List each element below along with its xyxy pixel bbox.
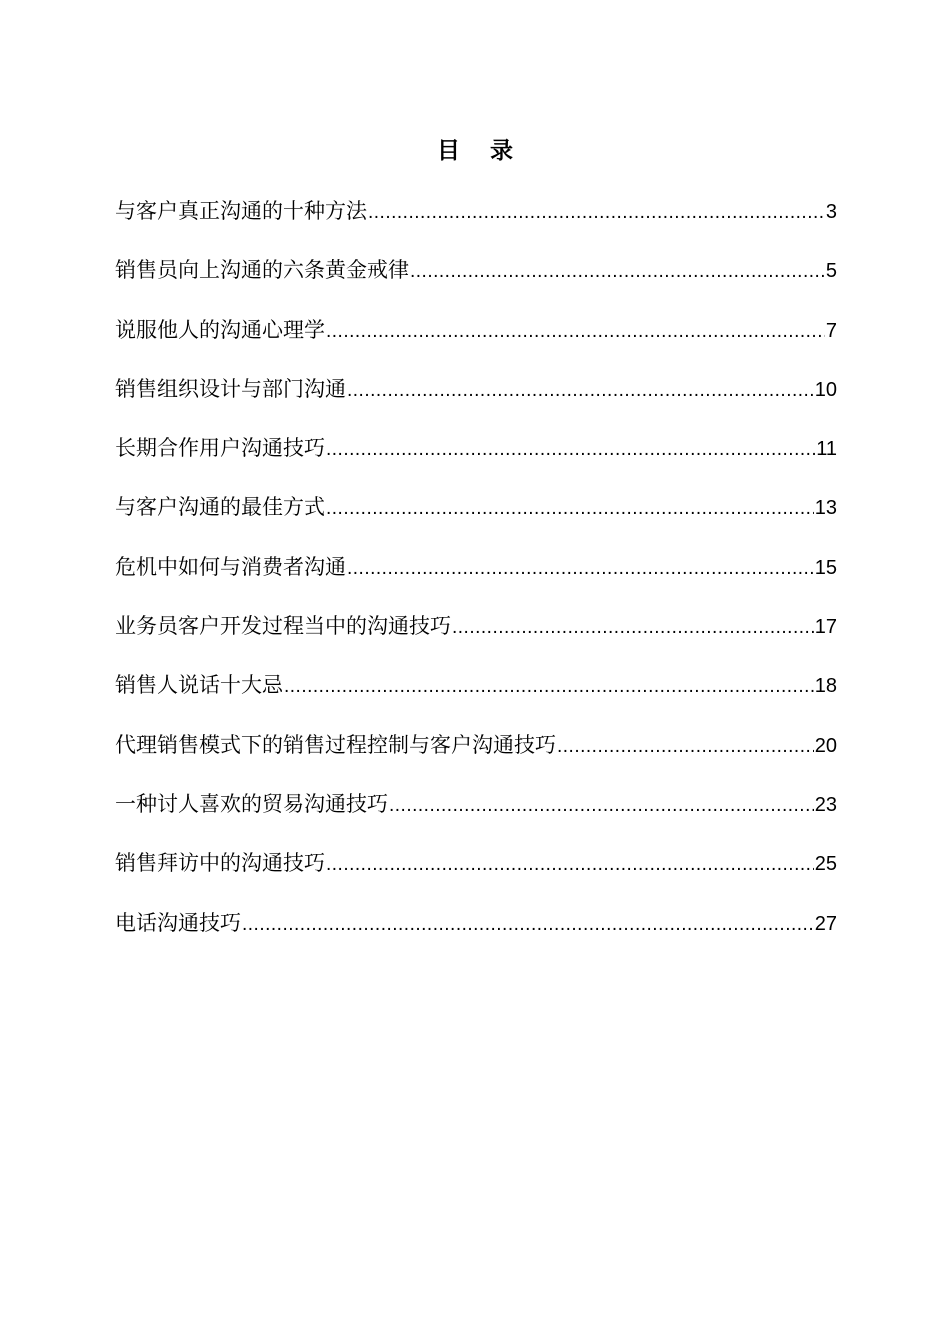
toc-leader-dots bbox=[326, 433, 815, 467]
toc-entry-page: 23 bbox=[814, 793, 837, 816]
toc-entry-title: 与客户真正沟通的十种方法 bbox=[115, 199, 367, 223]
toc-leader-dots bbox=[326, 492, 814, 526]
toc-entry[interactable] bbox=[115, 253, 837, 312]
toc-leader-dots bbox=[326, 848, 814, 882]
toc-leader-dots bbox=[410, 255, 825, 289]
toc-entry-title: 销售员向上沟通的六条黄金戒律 bbox=[115, 258, 409, 283]
toc-entry-title: 业务员客户开发过程当中的沟通技巧 bbox=[115, 614, 451, 639]
toc-leader-dots bbox=[557, 730, 814, 764]
toc-entry-page: 25 bbox=[814, 853, 837, 876]
toc-entry-title: 销售拜访中的沟通技巧 bbox=[115, 851, 325, 876]
toc-entry-title: 与客户沟通的最佳方式 bbox=[115, 495, 325, 520]
toc-entry[interactable] bbox=[115, 668, 837, 727]
toc-entry-title: 说服他人的沟通心理学 bbox=[115, 317, 325, 342]
toc-entry-title: 销售组织设计与部门沟通 bbox=[115, 376, 346, 401]
toc-leader-dots bbox=[347, 374, 814, 408]
toc-leader-dots bbox=[326, 315, 825, 349]
toc-entry-page: 10 bbox=[814, 378, 837, 401]
toc-leader-dots bbox=[368, 196, 825, 230]
toc-entry-page: 7 bbox=[825, 319, 837, 342]
toc-entry[interactable] bbox=[115, 728, 837, 787]
toc-entry[interactable] bbox=[115, 194, 837, 253]
toc-entry[interactable] bbox=[115, 550, 837, 609]
toc-entry[interactable] bbox=[115, 490, 837, 549]
toc-entry-page: 13 bbox=[814, 497, 837, 520]
toc-entry-page: 3 bbox=[825, 201, 837, 223]
toc-leader-dots bbox=[389, 789, 814, 823]
toc-entry-page: 20 bbox=[814, 734, 837, 757]
toc-entry-title: 危机中如何与消费者沟通 bbox=[115, 554, 346, 579]
toc-entry-title: 长期合作用户沟通技巧 bbox=[115, 436, 325, 461]
toc-entry-title: 电话沟通技巧 bbox=[115, 910, 241, 935]
toc-list bbox=[115, 194, 837, 965]
toc-entry[interactable] bbox=[115, 846, 837, 905]
toc-entry[interactable] bbox=[115, 787, 837, 846]
toc-entry[interactable] bbox=[115, 431, 837, 490]
toc-entry[interactable] bbox=[115, 372, 837, 431]
toc-entry-page: 11 bbox=[816, 438, 837, 461]
toc-entry-page: 17 bbox=[814, 616, 837, 639]
toc-entry-title: 代理销售模式下的销售过程控制与客户沟通技巧 bbox=[115, 732, 556, 757]
toc-entry[interactable] bbox=[115, 609, 837, 668]
toc-leader-dots bbox=[347, 552, 814, 586]
toc-entry-page: 15 bbox=[814, 556, 837, 579]
toc-entry-title: 一种讨人喜欢的贸易沟通技巧 bbox=[115, 791, 388, 816]
toc-entry[interactable] bbox=[115, 906, 837, 965]
toc-leader-dots bbox=[242, 908, 814, 942]
toc-entry-page: 18 bbox=[814, 675, 837, 698]
toc-title: 目录 bbox=[437, 137, 543, 164]
toc-leader-dots bbox=[452, 611, 814, 645]
toc-entry-title: 销售人说话十大忌 bbox=[115, 673, 283, 698]
toc-leader-dots bbox=[284, 670, 814, 704]
toc-entry-page: 27 bbox=[814, 912, 837, 935]
toc-entry[interactable] bbox=[115, 313, 837, 372]
toc-entry-page: 5 bbox=[825, 260, 837, 283]
